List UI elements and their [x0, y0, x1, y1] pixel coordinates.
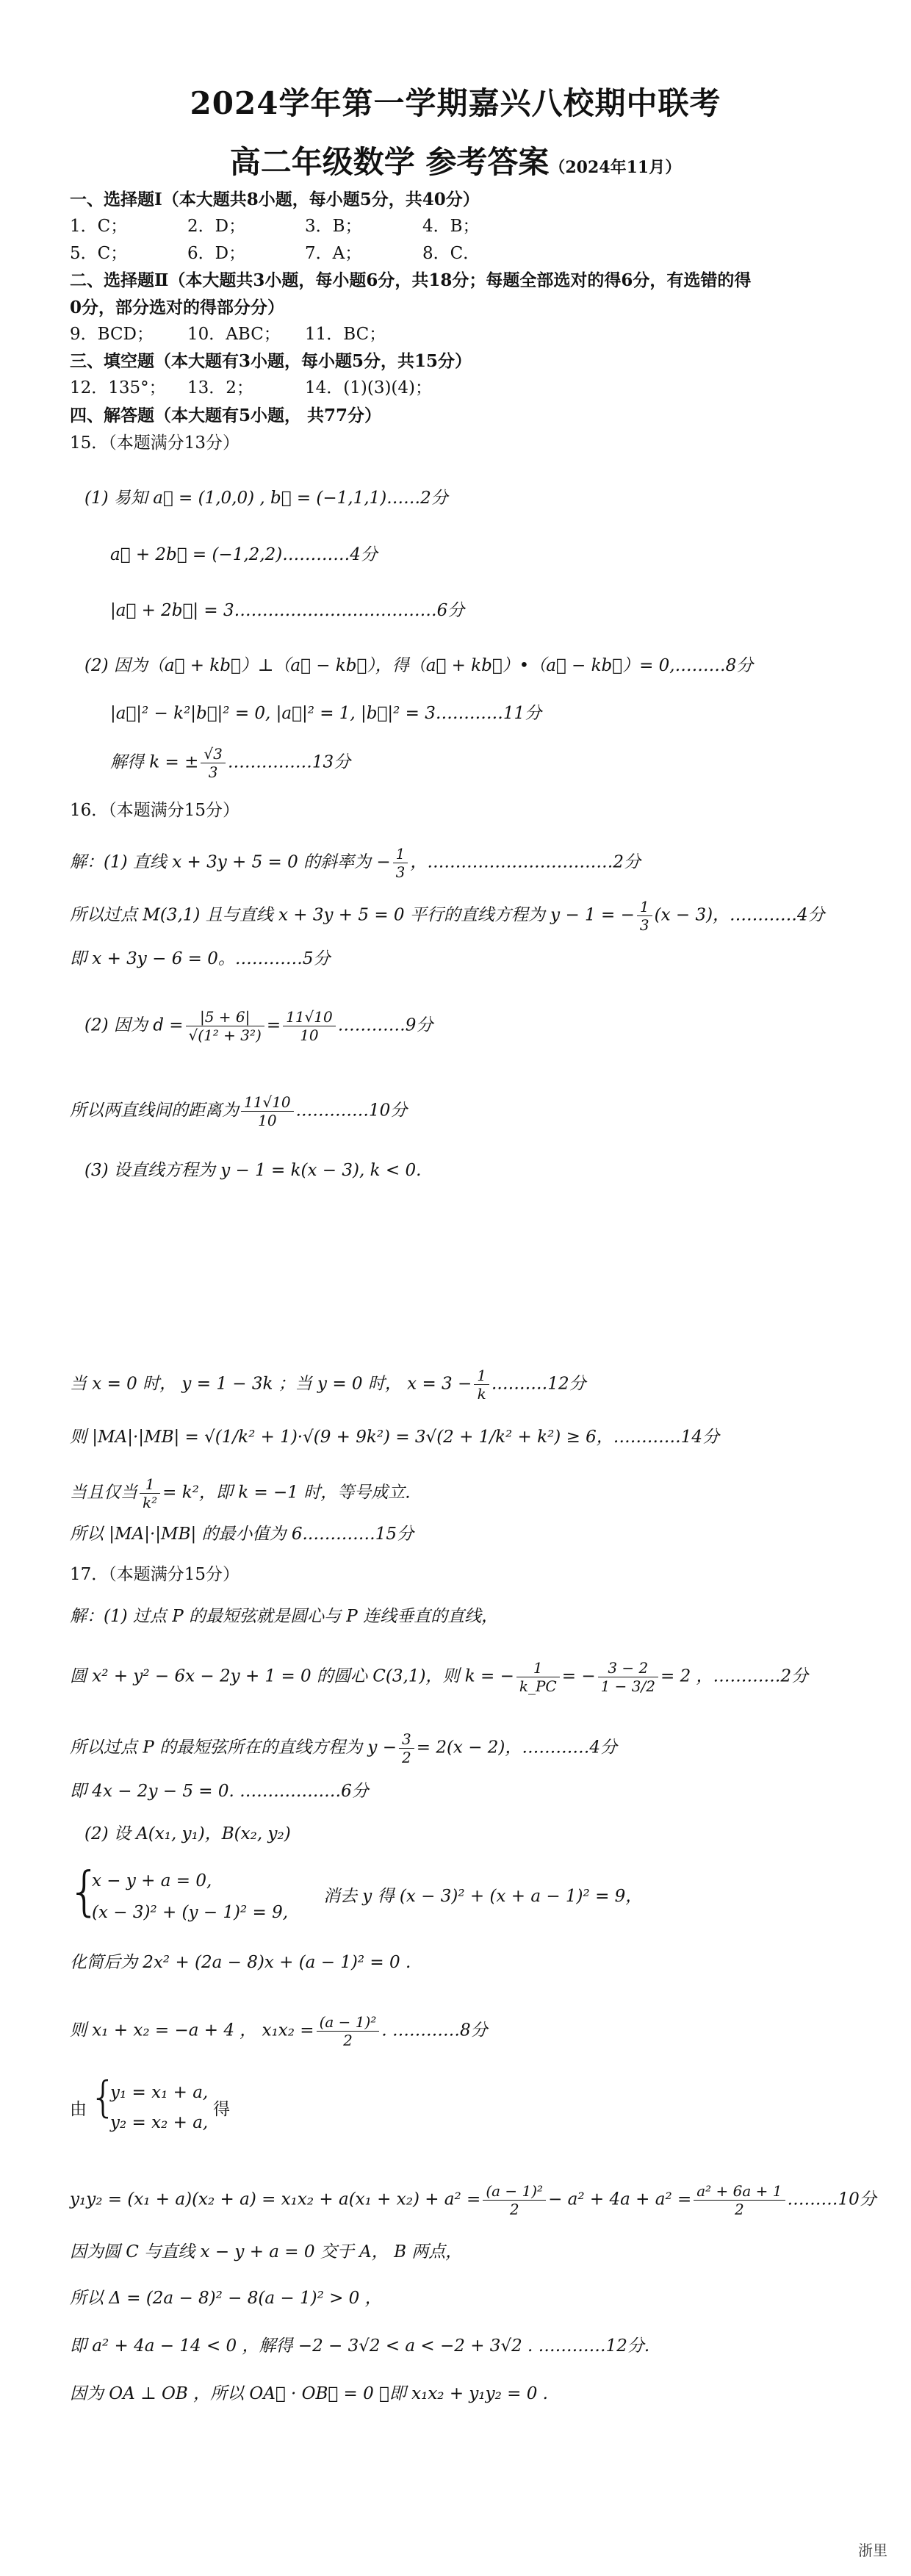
q17-fraction-2-num: 3 − 2 [598, 1659, 658, 1677]
q17-line-7 [70, 2013, 488, 2049]
q16-line-8: 则 |MA|·|MB| = √(1/k² + 1)·√(9 + 9k²) = 3√(2 + 1/k² + k²) ≥ 6，…………14分 [70, 1428, 720, 1447]
q15-line-2: a⃗ + 2b⃗ = (−1,2,2)…………4分 [110, 545, 378, 564]
q17-line-3 [70, 1730, 617, 1766]
answer-9: 9．BCD； [70, 325, 154, 344]
q17-line-8 [70, 2182, 876, 2218]
q15-line-5: |a⃗|² − k²|b⃗|² = 0, |a⃗|² = 1, |b⃗|² = 3…………11分 [110, 704, 542, 723]
q17-line-10: 所以 Δ = (2a − 8)² − 8(a − 1)² > 0 ， [70, 2289, 382, 2308]
q15-heading: 15．（本题满分13分） [70, 433, 240, 453]
q17-fraction-5-den: 2 [509, 2201, 519, 2218]
q16-fraction-1-num: 1 [393, 845, 408, 863]
q17-line-8-text: y₁y₂ = (x₁ + a)(x₂ + a) = x₁x₂ + a(x₁ + x₂) + a² = [70, 2190, 481, 2209]
q16-fraction-2 [637, 898, 652, 934]
q17-line-11: 即 a² + 4a − 14 < 0 ，解得 −2 − 3√2 < a < −2 + 3√2 . …………12分. [70, 2336, 650, 2356]
answer-7: 7．A； [305, 244, 362, 263]
q15-fraction-num: √3 [201, 745, 225, 763]
section1-heading: 一、选择题Ⅰ（本大题共8小题，每小题5分，共40分） [70, 190, 480, 209]
q15-line-1: (1) 易知 a⃗ = (1,0,0) , b⃗ = (−1,1,1)……2分 [84, 489, 448, 508]
q16-line-5 [70, 1093, 407, 1129]
section2-heading-line1: 二、选择题Ⅱ（本大题共3小题，每小题6分，共18分；每题全部选对的得6分，有选错的得 [70, 270, 752, 290]
q15-fraction [201, 745, 225, 781]
q16-fraction-3 [186, 1008, 264, 1044]
answer-2: 2．D； [187, 217, 246, 236]
q16-fraction-5-num: 11√10 [241, 1093, 294, 1112]
subtitle-date: （2024年11月） [549, 158, 682, 177]
answer-5: 5．C； [70, 244, 128, 263]
q17-system2-brace: { [90, 2072, 117, 2122]
q16-line-2-score: (x − 3)，…………4分 [654, 905, 825, 925]
answer-6: 6．D； [187, 244, 246, 263]
q17-line-9: 因为圆 C 与直线 x − y + a = 0 交于 A， B 两点， [70, 2242, 463, 2262]
q16-line-10: 所以 |MA|·|MB| 的最小值为 6.…………15分 [70, 1525, 414, 1544]
q16-line-2 [70, 898, 825, 934]
q17-line-8-score: ………10分 [787, 2190, 876, 2209]
q17-line-3-score: = 2(x − 2)，…………4分 [416, 1738, 618, 1757]
q17-line-7-text: 则 x₁ + x₂ = −a + 4 ， x₁x₂ = [70, 2021, 314, 2040]
footer-mark: 浙里 [858, 2541, 887, 2559]
q16-line-5-text: 所以两直线间的距离为 [70, 1101, 239, 1120]
q16-line-3: 即 x + 3y − 6 = 0。…………5分 [70, 949, 331, 968]
q17-fraction-2-den: 1 − 3/2 [600, 1677, 655, 1695]
q17-line-5: (2) 设 A(x₁, y₁)，B(x₂, y₂) [84, 1824, 291, 1843]
page-subtitle [0, 138, 911, 182]
q17-line-2-score: = 2 ，…………2分 [660, 1666, 809, 1686]
q15-line-3: |a⃗ + 2b⃗| = 3………………………………6分 [110, 601, 465, 620]
q17-system1-row1: x − y + a = 0, [92, 1871, 212, 1890]
q17-line-2-eq: = − [561, 1666, 596, 1686]
q16-line-9 [70, 1475, 411, 1511]
q16-fraction-2-den: 3 [639, 916, 649, 934]
q15-line-4: (2) 因为（a⃗ + kb⃗）⊥（a⃗ − kb⃗），得（a⃗ + kb⃗）•（a⃗ − kb⃗）= 0,………8分 [84, 656, 754, 675]
answer-8: 8．C． [422, 244, 480, 263]
q17-system1-tail: 消去 y 得 (x − 3)² + (x + a − 1)² = 9， [323, 1887, 643, 1906]
q17-fraction-3-den: 2 [402, 1749, 411, 1766]
q16-fraction-2-num: 1 [637, 898, 652, 916]
q15-line-6-text: 解得 k = ± [110, 752, 199, 772]
q17-line-2-text: 圆 x² + y² − 6x − 2y + 1 = 0 的圆心 C(3,1)，则 k = − [70, 1666, 514, 1686]
answer-11: 11．BC； [305, 325, 386, 344]
answer-4: 4．B； [422, 217, 480, 236]
q17-fraction-2 [598, 1659, 658, 1695]
q17-heading: 17．（本题满分15分） [70, 1565, 240, 1584]
q16-line-4-eq: = [266, 1015, 281, 1035]
section1-row2 [70, 244, 540, 265]
q17-system2-row2: y₂ = x₂ + a, [110, 2113, 209, 2132]
q17-fraction-6-den: 2 [735, 2201, 744, 2218]
q16-fraction-3-num: |5 + 6| [186, 1008, 264, 1026]
q16-line-4-text: (2) 因为 d = [84, 1015, 184, 1035]
q17-line-1: 解：(1) 过点 P 的最短弦就是圆心与 P 连线垂直的直线， [70, 1607, 499, 1626]
q17-fraction-1-num: 1 [516, 1659, 560, 1677]
q16-fraction-6-den: k [477, 1385, 486, 1403]
q17-system2-row1: y₁ = x₁ + a, [110, 2083, 209, 2102]
q17-line-8-mid: − a² + 4a + a² = [548, 2190, 692, 2209]
q16-fraction-6-num: 1 [474, 1367, 489, 1385]
q15-fraction-den: 3 [208, 763, 218, 781]
q17-fraction-5-num: (a − 1)² [483, 2182, 546, 2201]
answer-3: 3．B； [305, 217, 362, 236]
q17-fraction-6 [694, 2182, 785, 2218]
answer-13: 13．2； [187, 378, 253, 397]
q17-fraction-4-num: (a − 1)² [317, 2013, 380, 2032]
q17-line-12: 因为 OA ⊥ OB ，所以 OA⃗ · OB⃗ = 0 ，即 x₁x₂ + y₁y₂ = 0 . [70, 2384, 548, 2403]
q16-fraction-7 [140, 1475, 160, 1511]
q17-line-2 [70, 1659, 808, 1695]
answer-1: 1．C； [70, 217, 128, 236]
q16-line-5-score: .…………10分 [295, 1101, 408, 1120]
q17-fraction-5 [483, 2182, 546, 2218]
q16-fraction-4-num: 11√10 [283, 1008, 336, 1026]
q16-line-1 [70, 845, 641, 881]
q16-fraction-3-den: √(1² + 3²) [188, 1026, 262, 1044]
q17-system1-brace: { [68, 1860, 101, 1922]
q16-fraction-4-den: 10 [300, 1026, 319, 1044]
q16-fraction-5-den: 10 [258, 1112, 277, 1129]
q17-fraction-6-num: a² + 6a + 1 [694, 2182, 785, 2201]
subtitle-text: 高二年级数学 参考答案 [229, 144, 550, 180]
q16-fraction-5 [241, 1093, 294, 1129]
q17-fraction-1-den: k_PC [519, 1677, 557, 1695]
q16-fraction-7-den: k² [143, 1494, 158, 1511]
q15-line-6-score: ……………13分 [227, 752, 351, 772]
section3-heading: 三、填空题（本大题有3小题，每小题5分，共15分） [70, 351, 472, 371]
q16-line-4 [84, 1008, 433, 1044]
section2-heading-line2: 0分，部分选对的得部分分） [70, 298, 285, 317]
q17-system2-tail: 得 [213, 2100, 230, 2119]
answer-10: 10．ABC； [187, 325, 281, 344]
q17-line-6: 化简后为 2x² + (2a − 8)x + (a − 1)² = 0 . [70, 1953, 411, 1972]
q17-system1-row2: (x − 3)² + (y − 1)² = 9, [92, 1903, 289, 1922]
section1-row1 [70, 217, 540, 237]
q16-line-7-text: 当 x = 0 时， y = 1 − 3k ；当 y = 0 时， x = 3 − [70, 1374, 472, 1394]
q16-line-7-score: .………12分 [491, 1374, 586, 1394]
q16-fraction-1-den: 3 [395, 863, 406, 881]
answer-12: 12．135°； [70, 378, 166, 397]
q16-line-2-text: 所以过点 M(3,1) 且与直线 x + 3y + 5 = 0 平行的直线方程为 y − 1 = − [70, 905, 635, 925]
q16-line-1-score: ，……………………………2分 [410, 852, 641, 872]
section2-row [70, 325, 422, 345]
page-title: 2024学年第一学期嘉兴八校期中联考 [190, 85, 721, 121]
q16-fraction-6 [474, 1367, 489, 1403]
q17-fraction-3 [399, 1730, 414, 1766]
q16-fraction-7-num: 1 [140, 1475, 160, 1494]
q16-heading: 16．（本题满分15分） [70, 801, 240, 820]
q17-fraction-1 [516, 1659, 560, 1695]
q16-line-7 [70, 1367, 586, 1403]
q17-line-3-text: 所以过点 P 的最短弦所在的直线方程为 y − [70, 1738, 397, 1757]
answer-14: 14．(1)(3)(4)； [305, 378, 433, 397]
q16-line-6: (3) 设直线方程为 y − 1 = k(x − 3), k < 0. [84, 1161, 422, 1180]
q17-fraction-4-den: 2 [343, 2032, 353, 2049]
q17-line-7-score: . …………8分 [381, 2021, 488, 2040]
q17-fraction-3-num: 3 [399, 1730, 414, 1749]
section3-row [70, 378, 496, 399]
section4-heading: 四、解答题（本大题有5小题， 共77分） [70, 406, 382, 425]
q17-fraction-4 [317, 2013, 380, 2049]
q16-fraction-4 [283, 1008, 336, 1044]
q17-line-4: 即 4x − 2y − 5 = 0. ………………6分 [70, 1782, 369, 1801]
q16-line-9-text: 当且仅当 [70, 1483, 137, 1503]
q16-line-9-tail: = k²，即 k = −1 时，等号成立. [162, 1483, 411, 1503]
q17-system2-lead: 由 [70, 2100, 87, 2119]
q16-line-4-score: …………9分 [337, 1015, 433, 1035]
q15-line-6 [110, 745, 350, 781]
q16-line-1-text: 解：(1) 直线 x + 3y + 5 = 0 的斜率为 − [70, 852, 391, 872]
q16-fraction-1 [393, 845, 408, 881]
